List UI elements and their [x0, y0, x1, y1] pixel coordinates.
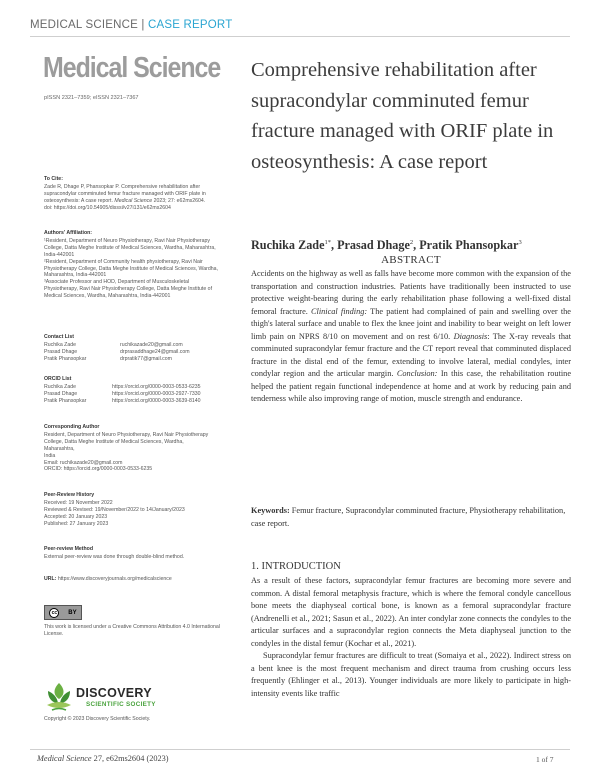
history-line: Reviewed & Revised: 19/November/2022 to 14/January/2023: [44, 506, 185, 513]
journal-url[interactable]: https://www.discoveryjournals.org/medicalscience: [57, 576, 172, 582]
header-rule: [30, 36, 570, 37]
author-separator: ,: [330, 238, 338, 252]
header-separator: |: [141, 19, 145, 31]
author-list: [251, 238, 522, 253]
keywords-label: Keywords:: [251, 506, 290, 515]
affiliations-block: [44, 230, 224, 300]
author-affiliation-mark: 2: [409, 238, 414, 246]
author-name[interactable]: Pratik Phansopkar: [419, 238, 519, 252]
orcid-link[interactable]: https://orcid.org/0000-0003-2927-7330: [112, 390, 201, 397]
history-line: Received: 19 November 2022: [44, 499, 113, 506]
history-line: Published: 27 January 2023: [44, 520, 109, 527]
orcid-row: [44, 391, 224, 398]
introduction-body: [251, 575, 571, 700]
page-number: 1 of 7: [536, 755, 554, 764]
journal-header: [30, 19, 232, 31]
url-label: URL:: [44, 576, 57, 582]
corresponding-email[interactable]: Email: ruchikazade20@gmail.com: [44, 459, 123, 466]
corresponding-orcid[interactable]: ORCID: https://orcid.org/0000-0003-0533-6235: [44, 466, 153, 473]
license-text: This work is licensed under a Creative Commons Attribution 4.0 International License.: [44, 624, 220, 637]
by-label: BY: [68, 609, 77, 616]
intro-paragraph: As a result of these factors, supracondylar femur fractures are becoming more severe and common. A distal femoral metaphysis fracture, which is where the femoral condyle cancellous bone meets the diaphyseal cortical bone, is known as a femoral supracondylar fracture (Andrenelli et al., 2021; Sasun et al., 2022). An inter condylar zone connects the condyles to the articular surfaces and a supracondylar region connects the Meta diaphyseal junction to the condyles in the distal femur (Kochar et al., 2021).: [251, 576, 571, 648]
affiliation-item: ²Resident, Department of Community health physiotherapy, Ravi Nair Physiotherapy College, Datta Meghe Institute of Medical Sciences, Wardha, Maharashtra, India-442001: [44, 258, 218, 279]
to-cite-heading: To Cite:: [44, 176, 63, 182]
abstract-text: The patient had complained of pain and swelling over the thigh's lateral surface and unable to flex the knee joint and inability to bear weight on left lower limb pain on NPRS 8/10 on movement and on rest 6/10.: [251, 306, 571, 341]
author-affiliation-mark: 1*: [324, 238, 331, 246]
citation-text: Zade R, Dhage P, Phansopkar P. Comprehensive rehabilitation after supracondylar comminuted femur fracture managed with ORIF plate in osteosynthesis: A case report.: [44, 183, 206, 204]
journal-logo-text: Medical Science: [43, 52, 221, 84]
author-separator: ,: [413, 238, 420, 252]
history-line: Accepted: 20 January 2023: [44, 513, 108, 520]
contact-row: [44, 349, 224, 356]
publisher-logo-text: [76, 686, 156, 708]
orcid-link[interactable]: https://orcid.org/0000-0003-0533-6235: [112, 383, 201, 390]
url-block: [44, 576, 224, 583]
corresponding-line: India: [44, 452, 56, 459]
contact-row: [44, 342, 224, 349]
affiliation-item: ¹Resident, Department of Neuro Physiotherapy, Ravi Nair Physiotherapy College, Datta Meghe Institute of Medical Sciences, Wardha, Maharashtra, India-442001: [44, 237, 216, 258]
corresponding-author-heading: Corresponding Author: [44, 424, 100, 430]
abstract-heading: ABSTRACT: [381, 254, 441, 266]
journal-section: MEDICAL SCIENCE: [30, 19, 139, 31]
abstract-body: [251, 268, 571, 406]
abstract-label-clinical-finding: Clinical finding:: [311, 306, 368, 316]
to-cite-text: [44, 184, 224, 205]
affiliation-item: ³Associate Professor and HOD, Department of Musculoskeletal Physiotherapy, Ravi Nair Physiotherapy College, Datta Meghe Institute of Medical Sciences, Wardha, Maharashtra, India-442001: [44, 279, 213, 300]
corresponding-author-block: [44, 424, 224, 473]
article-title: Comprehensive rehabilitation after supracondylar comminuted femur fracture managed with ORIF plate in osteosynthesis: A case report: [251, 59, 554, 173]
discovery-logo-icon: [44, 681, 74, 713]
abstract-label-conclusion: Conclusion:: [396, 369, 438, 378]
author-name[interactable]: Prasad Dhage: [337, 238, 410, 252]
orcid-link[interactable]: https://orcid.org/0000-0003-3639-8140: [112, 397, 201, 404]
contact-list-block: [44, 334, 224, 363]
footer-rule: [30, 749, 570, 750]
footer-journal: Medical Science: [37, 754, 92, 763]
author-affiliation-mark: 3: [518, 238, 522, 246]
section-heading-introduction: 1. INTRODUCTION: [251, 561, 341, 572]
peer-review-method-heading: Peer-review Method: [44, 546, 94, 552]
orcid-list-block: [44, 376, 224, 405]
contact-name: Ruchika Zade: [44, 341, 77, 348]
orcid-name: Pratik Phansopkar: [44, 397, 87, 404]
citation-doi[interactable]: doi: https://doi.org/10.54905/disssi/v27i131/e62ms2604: [44, 204, 171, 211]
publisher-name: DISCOVERY: [76, 686, 152, 700]
contact-email[interactable]: drpratik77@gmail.com: [120, 355, 172, 362]
abstract-label-diagnosis: Diagnosis: [453, 331, 488, 341]
peer-review-history-heading: Peer-Review History: [44, 492, 95, 498]
issn: pISSN 2321–7359; eISSN 2321–7367: [44, 95, 139, 101]
contact-row: [44, 356, 224, 363]
contact-email[interactable]: ruchikazade20@gmail.com: [120, 341, 183, 348]
copyright-text: Copyright © 2023 Discovery Scientific Society.: [44, 716, 151, 722]
cc-icon: cc: [49, 608, 59, 618]
peer-review-history-block: [44, 492, 224, 528]
contact-email[interactable]: drprasaddhage24@gmail.com: [120, 348, 190, 355]
corresponding-line: Resident, Department of Neuro Physiotherapy, Ravi Nair Physiotherapy College, Datta Meghe Institute of Medical Sciences, Wardha,: [44, 431, 209, 445]
peer-review-method-block: [44, 546, 224, 561]
corresponding-line: Maharashtra,: [44, 445, 75, 452]
orcid-name: Ruchika Zade: [44, 383, 77, 390]
publisher-subtitle: SCIENTIFIC SOCIETY: [86, 701, 156, 708]
orcid-list-heading: ORCID List: [44, 376, 72, 382]
to-cite-block: [44, 176, 224, 212]
contact-name: Pratik Phansopkar: [44, 355, 87, 362]
contact-list-heading: Contact List: [44, 334, 74, 340]
keywords-text: Femur fracture, Supracondylar comminuted fracture, Physiotherapy rehabilitation, case report.: [251, 506, 566, 528]
citation-ref: 2023; 27: e62ms2604.: [152, 197, 206, 204]
keywords: [251, 505, 571, 530]
peer-review-method-text: External peer-review was done through double-blind method.: [44, 553, 185, 560]
intro-paragraph: Supracondylar femur fractures are difficult to treat (Somaiya et al., 2022). Indirect stress on a bent knee is the most frequent mechanism and direct trauma from crushing occurs less frequently (Ehlinger et al., 2013). Younger individuals are more likely to participate in high-intensity events like traffic: [251, 651, 571, 698]
affiliations-heading: Authors' Affiliation:: [44, 230, 93, 236]
article-type: CASE REPORT: [148, 19, 233, 31]
footer-citation: [37, 754, 169, 763]
orcid-row: [44, 384, 224, 391]
orcid-name: Prasad Dhage: [44, 390, 78, 397]
contact-name: Prasad Dhage: [44, 348, 78, 355]
orcid-row: [44, 398, 224, 405]
cc-by-badge[interactable]: [44, 605, 82, 620]
footer-volume: 27, e62ms2604 (2023): [91, 754, 169, 763]
author-name[interactable]: Ruchika Zade: [251, 238, 325, 252]
citation-journal: Medical Science: [114, 197, 153, 204]
abstract-text: : The X-ray reveals that comminuted supracondylar femur fracture and the CT report reveal that comminuted displaced fracture in the distal end of the femur, extending to involve lateral, medial condyles, inter condylar region and the articular margin.: [251, 331, 571, 378]
abstract-text: Accidents on the highway as well as falls have become more common with the expansion of the transportation and construction industries. Patients have traditionally been instructed to use protective weight-bearing during the early rehabilitation phase following a well-fixed distal femoral fracture.: [251, 269, 571, 316]
abstract-text: In this case, the rehabilitation routine helped the patient regain functional independence at home and at work by reducing pain and tenderness while also improving range of motion, muscle strength and endurance.: [251, 369, 572, 403]
